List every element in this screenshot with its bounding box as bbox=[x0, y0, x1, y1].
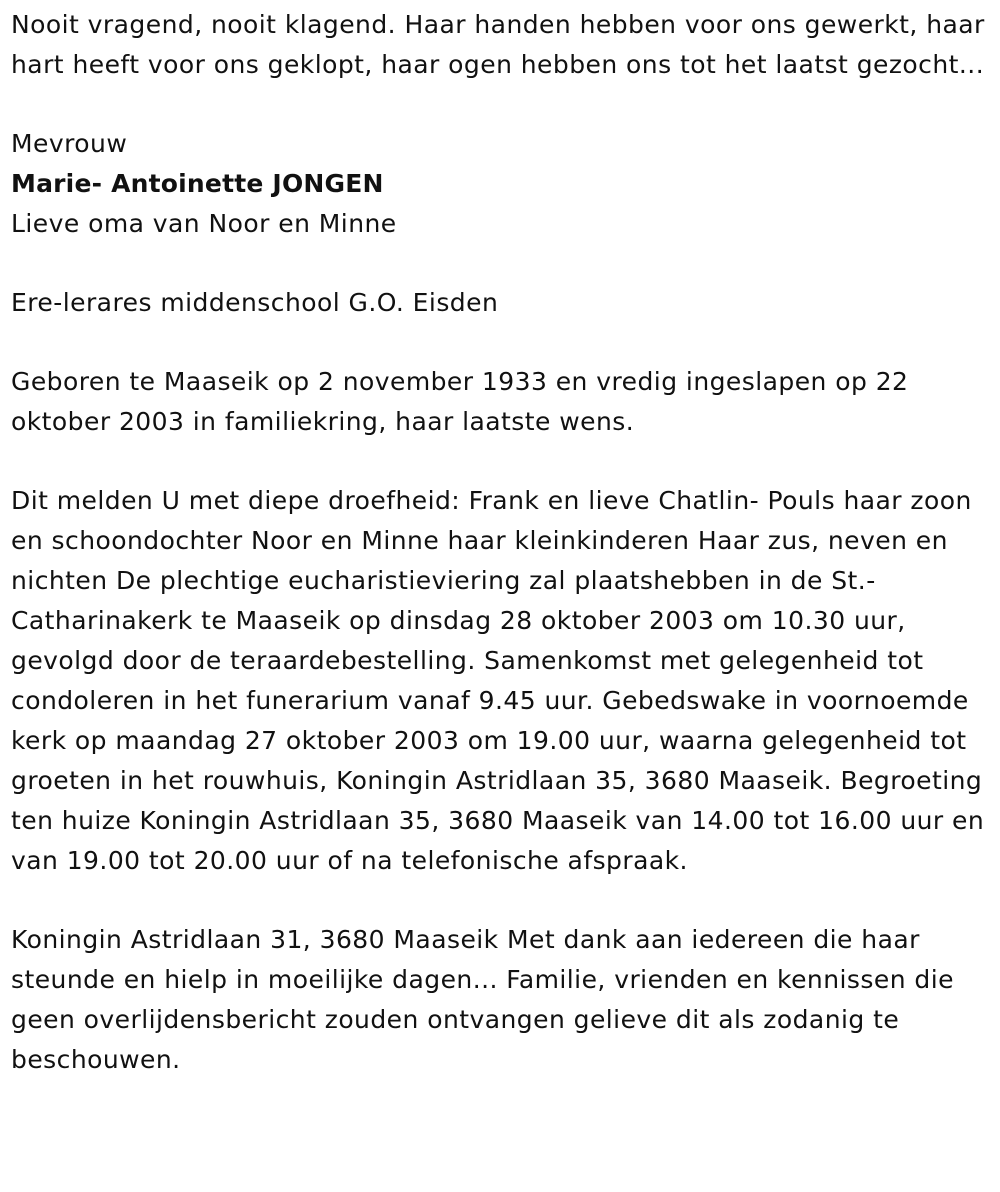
intro-paragraph: Nooit vragend, nooit klagend. Haar handen hebben voor ons gewerkt, haar hart heeft voor ons geklopt, haar ogen hebben ons tot het laatst gezocht... bbox=[11, 10, 985, 79]
spacer bbox=[11, 85, 988, 124]
deceased-name: Marie- Antoinette JONGEN bbox=[11, 169, 384, 198]
spacer bbox=[11, 244, 988, 283]
announcement-paragraph: Dit melden U met diepe droefheid: Frank en lieve Chatlin- Pouls haar zoon en schoondochter Noor en Minne haar kleinkinderen Haar zus, neven en nichten De plechtige eucharistieviering zal plaatshebben in de St.- Catharinakerk te Maaseik op dinsdag 28 oktober 2003 om 10.30 uur, gevolgd door de teraardebestelling. Samenkomst met gelegenheid tot condoleren in het funerarium vanaf 9.45 uur. Gebedswake in voornoemde kerk op maandag 27 oktober 2003 om 19.00 uur, waarna gelegenheid tot groeten in het rouwhuis, Koningin Astridlaan 35, 3680 Maaseik. Begroeting ten huize Koningin Astridlaan 35, 3680 Maaseik van 14.00 tot 16.00 uur en van 19.00 tot 20.00 uur of na telefonische afspraak. bbox=[11, 486, 985, 875]
profession-line: Ere-lerares middenschool G.O. Eisden bbox=[11, 288, 499, 317]
spacer bbox=[11, 881, 988, 920]
spacer bbox=[11, 323, 988, 362]
salutation: Mevrouw bbox=[11, 129, 128, 158]
grandmother-line: Lieve oma van Noor en Minne bbox=[11, 209, 397, 238]
birth-death-paragraph: Geboren te Maaseik op 2 november 1933 en vredig ingeslapen op 22 oktober 2003 in familiekring, haar laatste wens. bbox=[11, 367, 909, 436]
closing-paragraph: Koningin Astridlaan 31, 3680 Maaseik Met dank aan iedereen die haar steunde en hielp in moeilijke dagen... Familie, vrienden en kennissen die geen overlijdensbericht zouden ontvangen gelieve dit als zodanig te beschouwen. bbox=[11, 925, 954, 1074]
spacer bbox=[11, 442, 988, 481]
